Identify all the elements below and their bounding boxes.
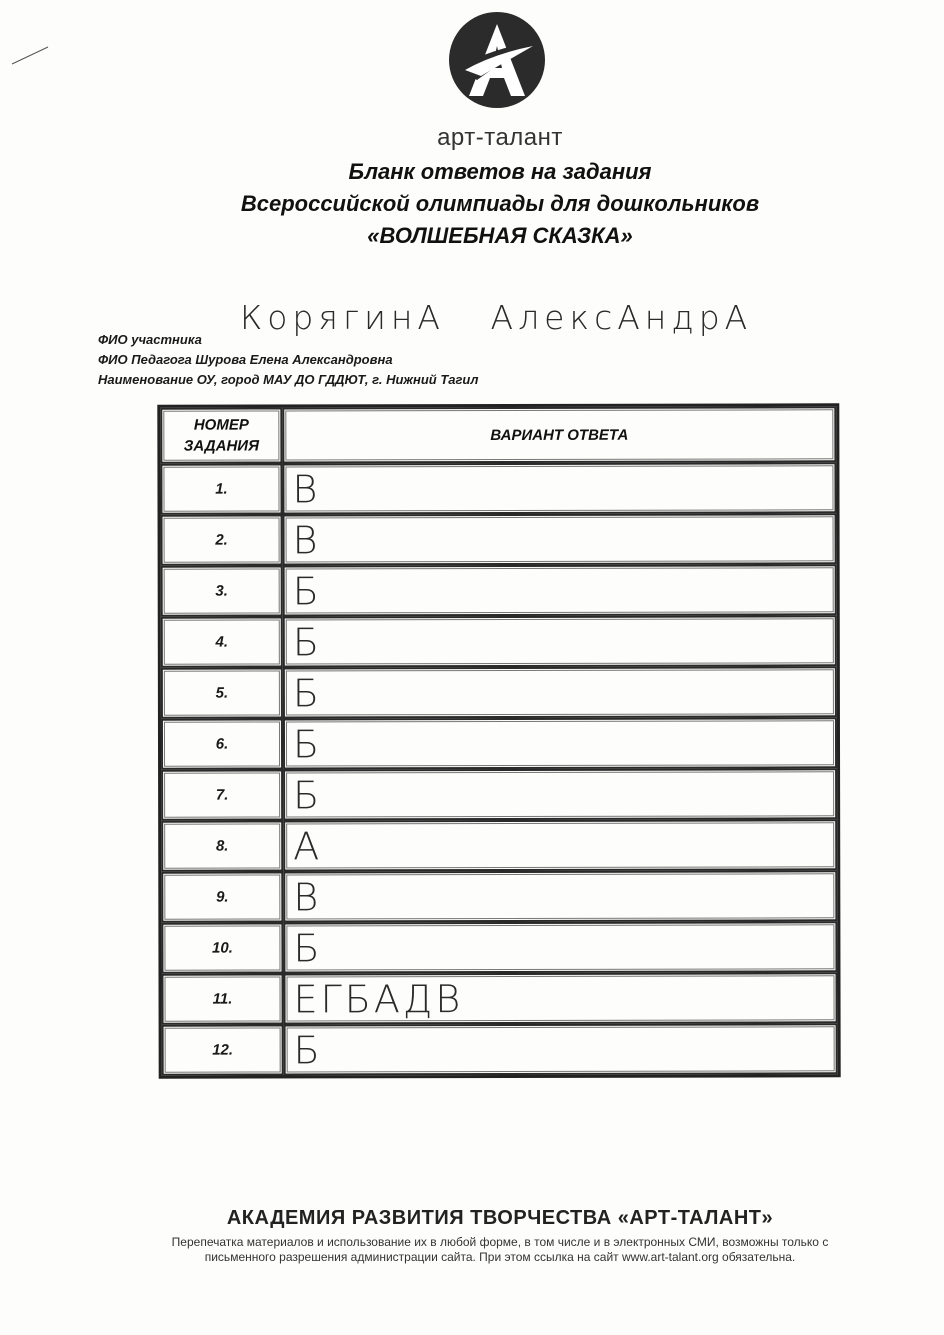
task-number: 10. xyxy=(161,922,283,973)
task-number: 8. xyxy=(161,820,283,871)
form-title xyxy=(0,156,944,252)
table-row xyxy=(162,1023,838,1075)
task-number: 3. xyxy=(161,565,283,616)
teacher-line: ФИО Педагога Шурова Елена Александровна xyxy=(98,352,393,367)
task-number: 11. xyxy=(161,973,283,1024)
scan-mark xyxy=(10,44,50,66)
task-number: 9. xyxy=(161,871,283,922)
table-row xyxy=(161,513,837,565)
fio-label: ФИО участника xyxy=(98,332,202,347)
table-row xyxy=(161,615,837,667)
answer-handwritten: А xyxy=(293,824,323,869)
answer-handwritten: ЕГБАДВ xyxy=(293,977,464,1022)
brand-name: арт-талант xyxy=(437,124,563,151)
art-talant-logo-icon xyxy=(447,10,547,110)
footer-note xyxy=(120,1235,880,1265)
answer-handwritten: Б xyxy=(292,620,322,665)
answers-table xyxy=(157,403,840,1078)
table-row xyxy=(161,819,837,871)
table-row xyxy=(161,564,837,616)
answer-cell xyxy=(283,921,837,973)
answer-cell xyxy=(283,666,837,718)
footer-title: АКАДЕМИЯ РАЗВИТИЯ ТВОРЧЕСТВА «АРТ-ТАЛАНТ» xyxy=(226,1207,774,1229)
header-task-number: НОМЕР ЗАДАНИЯ xyxy=(160,407,282,463)
answer-cell xyxy=(282,462,836,514)
answer-handwritten: Б xyxy=(292,722,323,767)
title-line-1: Бланк ответов на задания xyxy=(348,159,652,184)
answer-cell xyxy=(284,1023,838,1075)
answer-handwritten: В xyxy=(292,467,321,512)
answer-handwritten: Б xyxy=(293,926,323,971)
header-answer-variant: ВАРИАНТ ОТВЕТА xyxy=(282,406,836,463)
table-row xyxy=(161,717,837,769)
task-number: 4. xyxy=(161,616,283,667)
answer-handwritten: Б xyxy=(292,569,322,614)
task-number: 12. xyxy=(162,1024,284,1075)
table-row xyxy=(161,666,837,718)
answer-cell xyxy=(283,615,837,667)
table-row xyxy=(160,462,836,514)
answer-handwritten: Б xyxy=(293,1028,323,1073)
footer-note-line-1: Перепечатка материалов и использование их в любой форме, в том числе и в электронных СМИ, возможны только с xyxy=(171,1235,829,1249)
table-row xyxy=(161,921,837,973)
task-number: 2. xyxy=(161,514,283,565)
task-number: 6. xyxy=(161,718,283,769)
answer-cell xyxy=(283,717,837,769)
answer-handwritten: В xyxy=(292,518,321,563)
title-line-3: «ВОЛШЕБНАЯ СКАЗКА» xyxy=(367,223,633,248)
answer-handwritten: В xyxy=(293,875,322,920)
title-line-2: Всероссийской олимпиады для дошкольников xyxy=(240,191,760,216)
answer-cell xyxy=(283,768,837,820)
participant-firstname: АлексАндрА xyxy=(490,298,753,337)
participant-info xyxy=(98,330,478,390)
answer-cell xyxy=(283,819,837,871)
task-number: 5. xyxy=(161,667,283,718)
task-number: 7. xyxy=(161,769,283,820)
task-number: 1. xyxy=(160,463,282,514)
table-row xyxy=(161,870,837,922)
answer-cell xyxy=(283,513,837,565)
answer-cell xyxy=(283,972,837,1024)
answer-cell xyxy=(283,564,837,616)
school-line: Наименование ОУ, город МАУ ДО ГДДЮТ, г. Нижний Тагил xyxy=(98,372,479,387)
table-row xyxy=(161,768,837,820)
table-row xyxy=(161,972,837,1024)
footer-note-line-2: письменного разрешения администрации сайта. При этом ссылка на сайт www.art-talant.org обязательна. xyxy=(204,1250,796,1264)
participant-surname: КорягинА xyxy=(240,298,445,337)
answer-handwritten: Б xyxy=(293,773,323,818)
answer-cell xyxy=(283,870,837,922)
answer-handwritten: Б xyxy=(292,671,323,716)
